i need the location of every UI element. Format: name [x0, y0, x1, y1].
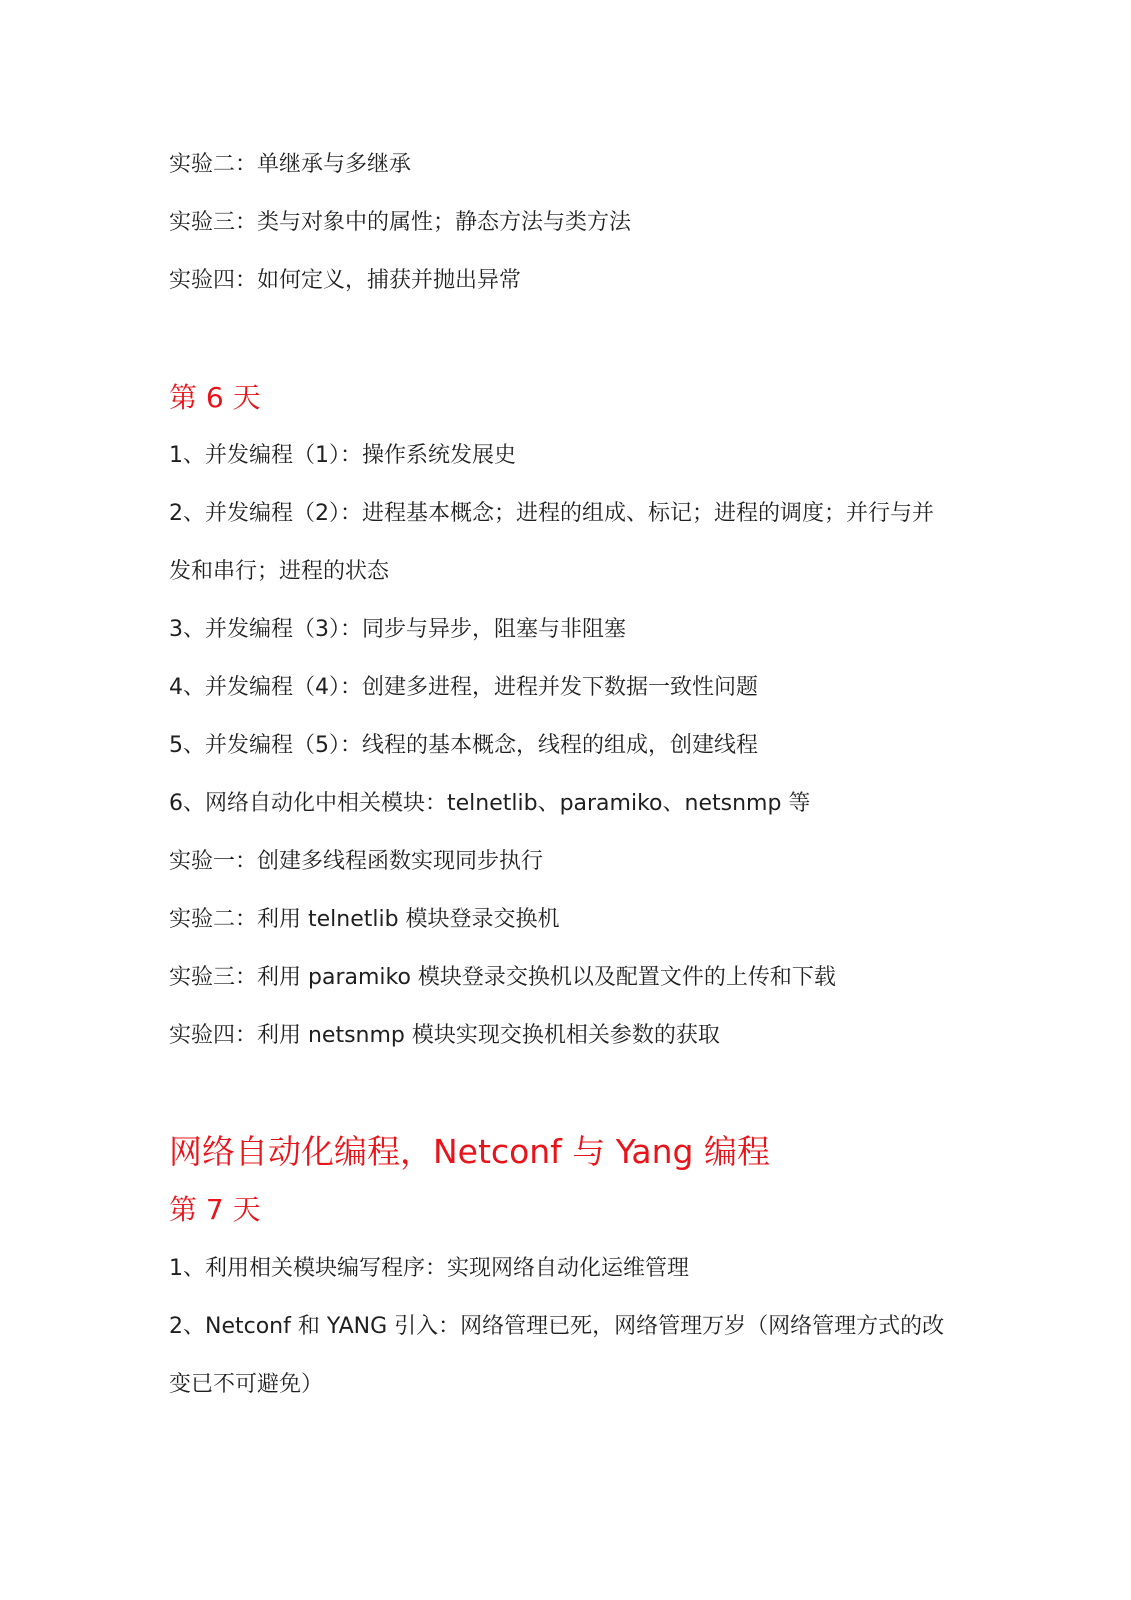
lab-item: 实验二：单继承与多继承 — [169, 152, 412, 177]
lab-item: 实验四：如何定义，捕获并抛出异常 — [169, 268, 522, 293]
section-heading: 网络自动化编程，Netconf 与 Yang 编程 — [169, 1132, 770, 1171]
day-6-heading: 第 6 天 — [169, 381, 261, 414]
list-item: 4、并发编程（4）：创建多进程，进程并发下数据一致性问题 — [169, 675, 758, 700]
lab-item: 实验三：类与对象中的属性；静态方法与类方法 — [169, 210, 632, 235]
list-item: 6、网络自动化中相关模块：telnetlib、paramiko、netsnmp 等 — [169, 791, 811, 816]
day-7-heading: 第 7 天 — [169, 1193, 261, 1226]
list-item-continuation: 发和串行；进程的状态 — [169, 559, 390, 584]
list-item-continuation: 变已不可避免） — [169, 1372, 324, 1397]
list-item: 5、并发编程（5）：线程的基本概念，线程的组成，创建线程 — [169, 733, 758, 758]
list-item: 2、并发编程（2）：进程基本概念；进程的组成、标记；进程的调度；并行与并 — [169, 501, 934, 526]
list-item: 2、Netconf 和 YANG 引入：网络管理已死，网络管理万岁（网络管理方式的改 — [169, 1314, 945, 1339]
lab-item: 实验一：创建多线程函数实现同步执行 — [169, 849, 544, 874]
lab-item: 实验三：利用 paramiko 模块登录交换机以及配置文件的上传和下载 — [169, 965, 836, 990]
lab-item: 实验二：利用 telnetlib 模块登录交换机 — [169, 907, 560, 932]
list-item: 1、并发编程（1）：操作系统发展史 — [169, 443, 516, 468]
lab-item: 实验四：利用 netsnmp 模块实现交换机相关参数的获取 — [169, 1023, 720, 1048]
list-item: 3、并发编程（3）：同步与异步，阻塞与非阻塞 — [169, 617, 626, 642]
list-item: 1、利用相关模块编写程序：实现网络自动化运维管理 — [169, 1256, 689, 1281]
